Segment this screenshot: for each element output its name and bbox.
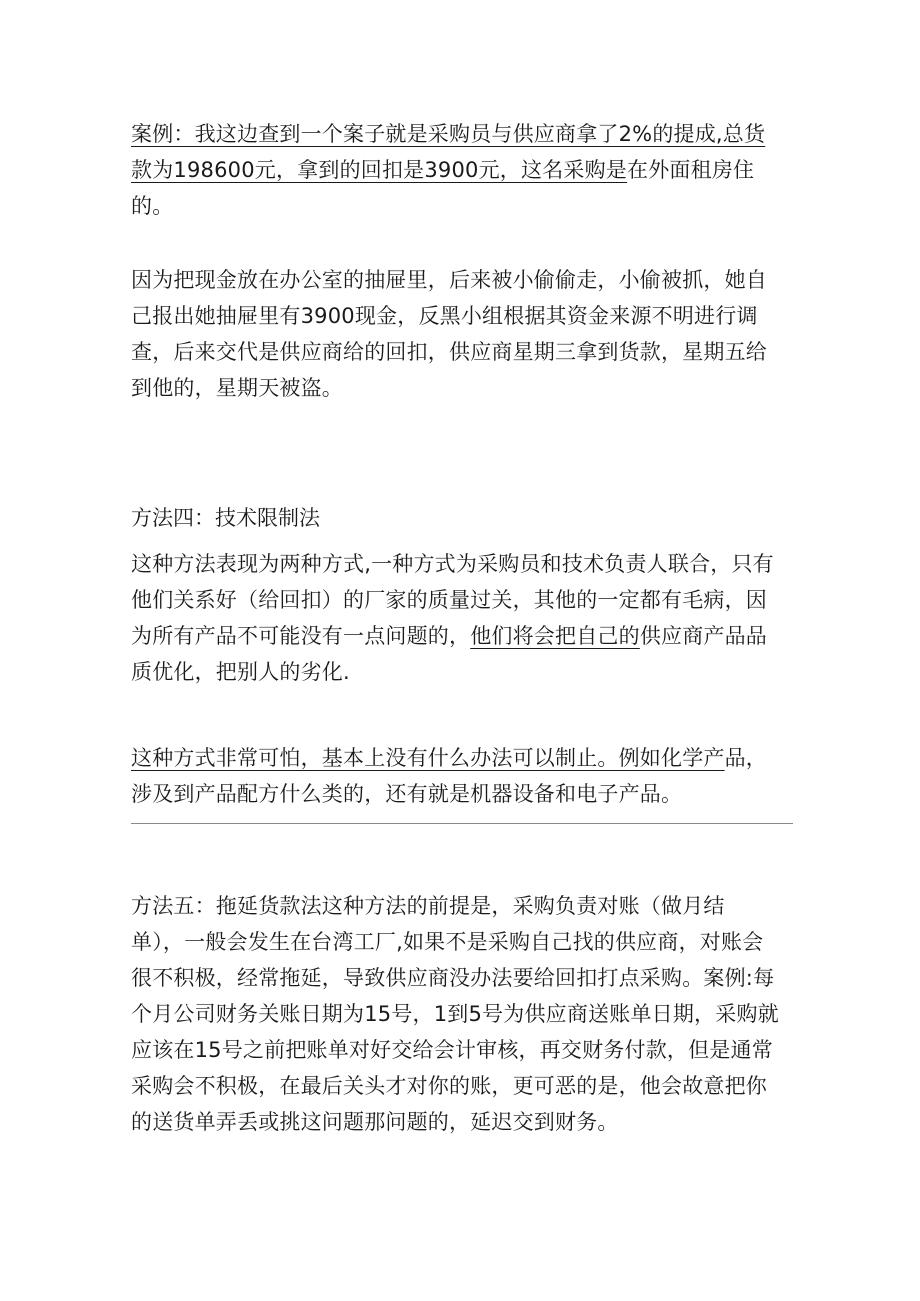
- method5-line-4: 个月公司财务关账日期为15号，1到5号为供应商送账单日期，采购就: [131, 1002, 779, 1026]
- method4-line-2: 他们关系好（给回扣）的厂家的质量过关，其他的一定都有毛病，因: [131, 588, 767, 612]
- story-paragraph: [131, 262, 811, 406]
- method4-line-3-underlined: 他们将会把自己的: [470, 624, 640, 648]
- method4-line-3-plain: 为所有产品不可能没有一点问题的，: [131, 624, 471, 648]
- case-paragraph: [131, 116, 811, 224]
- case-line-1: 案例：我这边查到一个案子就是采购员与供应商拿了2%的提成,总货: [131, 122, 766, 146]
- method4-note-line-2: 涉及到产品配方什么类的，还有就是机器设备和电子产品。: [131, 782, 683, 806]
- method5-line-2: 单），一般会发生在台湾工厂,如果不是采购自己找的供应商，对账会: [131, 930, 764, 954]
- method5-paragraph: [131, 888, 811, 1140]
- method4-line-3: [131, 618, 811, 654]
- section-divider: [131, 823, 793, 824]
- case-line-2: [131, 152, 811, 188]
- method4-note-underlined: 这种方式非常可怕，基本上没有什么办法可以制止。例如化学产: [131, 746, 725, 770]
- case-line-2-plain: 在外面租房住: [627, 158, 755, 182]
- story-line-4: 到他的，星期天被盗。: [131, 376, 343, 400]
- method4-note: [131, 740, 811, 812]
- method4-line-4: 质优化，把别人的劣化.: [131, 660, 350, 684]
- method4-line-3-tail: 供应商产品品: [639, 624, 768, 648]
- method5-line-7: 的送货单弄丢或挑这问题那问题的，延迟交到财务。: [131, 1110, 619, 1134]
- story-line-1: 因为把现金放在办公室的抽屉里，后来被小偷偷走，小偷被抓，她自: [131, 268, 767, 292]
- method5-line-6: 采购会不积极，在最后关头才对你的账，更可恶的是，他会故意把你: [131, 1074, 767, 1098]
- method5-line-5: 应该在15号之前把账单对好交给会计审核，再交财务付款，但是通常: [131, 1038, 773, 1062]
- story-line-2: 己报出她抽屉里有3900现金，反黑小组根据其资金来源不明进行调: [131, 304, 758, 328]
- method5-line-1: 方法五：拖延货款法这种方法的前提是，采购负责对账（做月结: [131, 894, 725, 918]
- case-line-3: 的。: [131, 194, 174, 218]
- method4-note-tail: 品，: [724, 746, 768, 770]
- case-line-2-underlined: 款为198600元，拿到的回扣是3900元，这名采购是: [131, 158, 628, 182]
- story-line-3: 查，后来交代是供应商给的回扣，供应商星期三拿到货款，星期五给: [131, 340, 767, 364]
- method5-line-3: 很不积极，经常拖延，导致供应商没办法要给回扣打点采购。案例:每: [131, 966, 775, 990]
- method4-paragraph: [131, 546, 811, 690]
- method4-note-line-1: [131, 740, 811, 776]
- method4-line-1: 这种方法表现为两种方式,一种方式为采购员和技术负责人联合，只有: [131, 552, 774, 576]
- method4-heading: 方法四：技术限制法: [131, 506, 320, 530]
